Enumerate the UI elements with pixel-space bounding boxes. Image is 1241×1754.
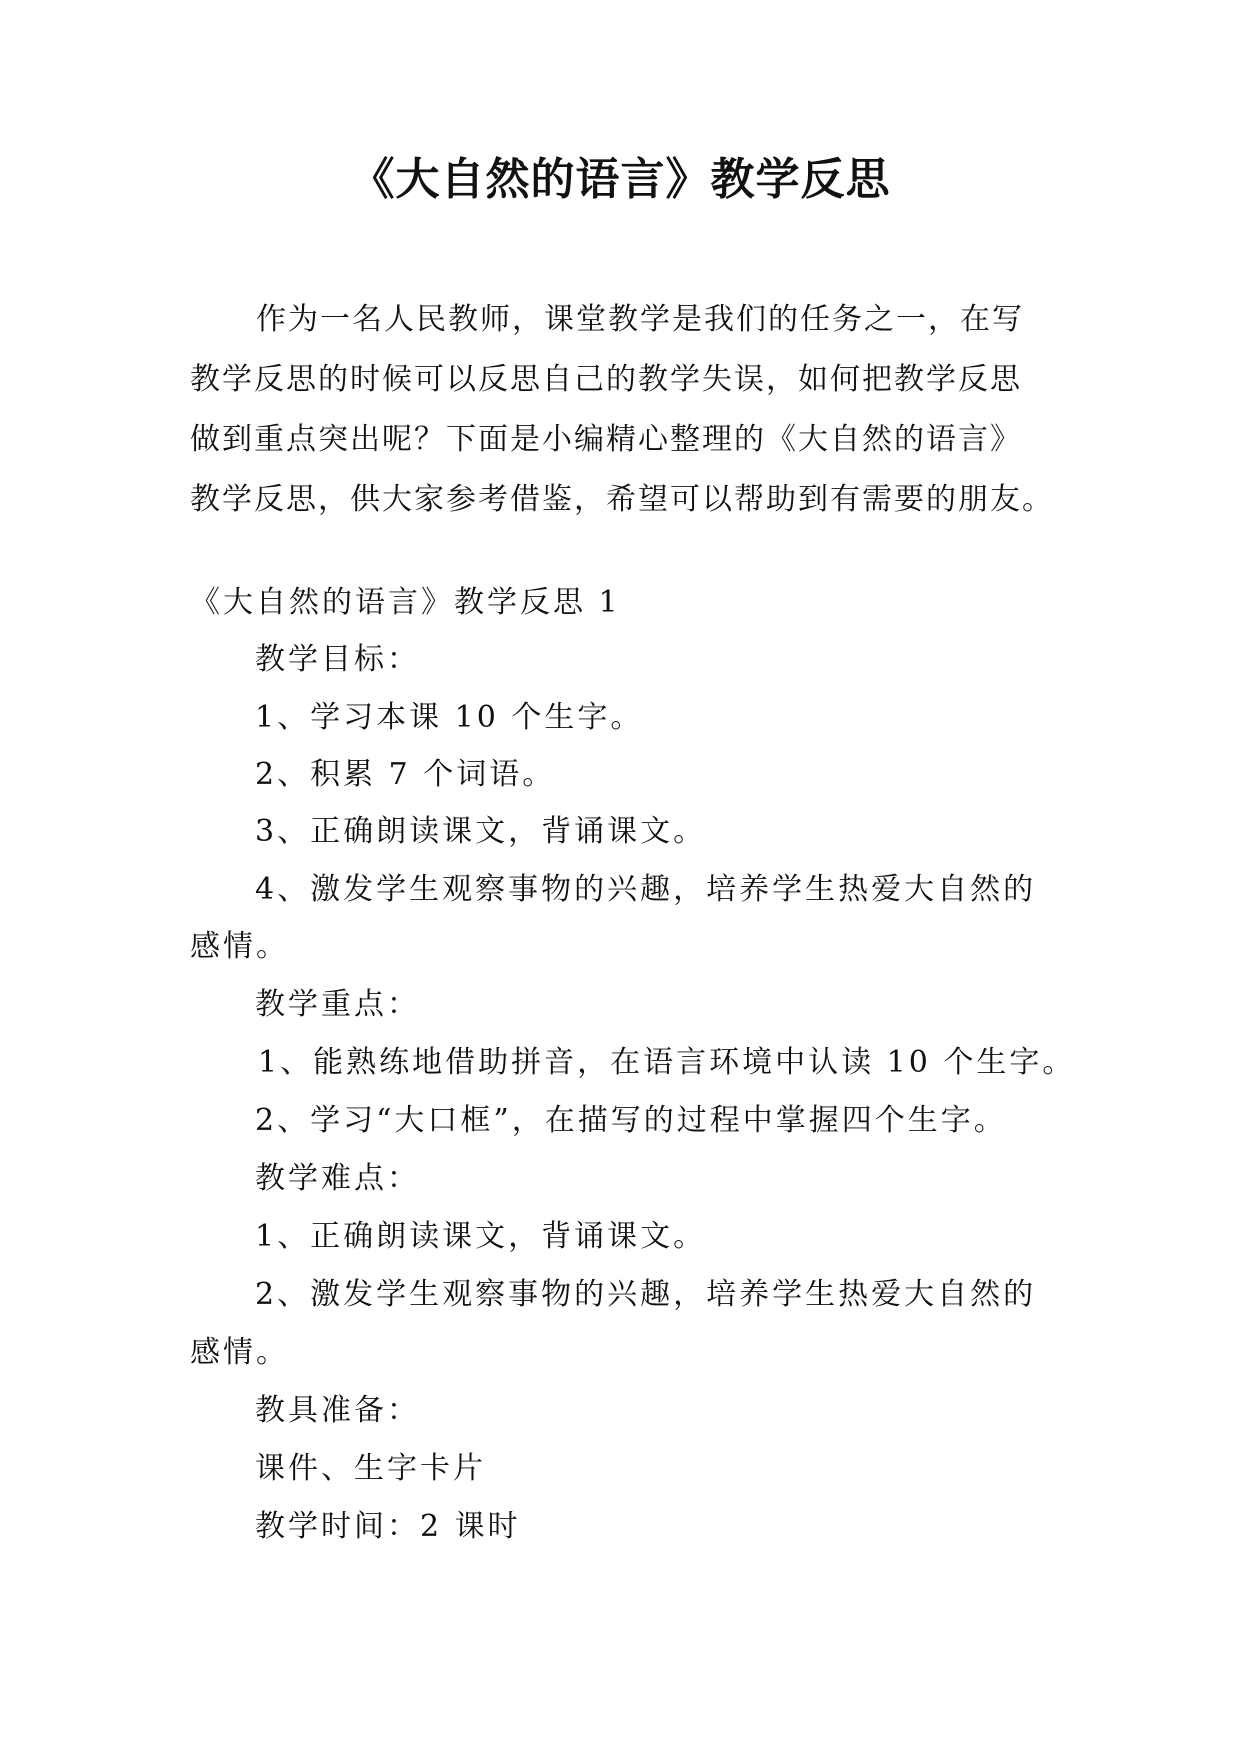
difficulty-item-1: 1、正确朗读课文，背诵课文。 [255, 1219, 707, 1254]
goal-item-4: 4、激发学生观察事物的兴趣，培养学生热爱大自然的 [255, 872, 1037, 907]
key-point-item-1: 1、能熟练地借助拼音，在语言环境中认读 10 个生字。 [258, 1045, 1076, 1080]
materials-value: 课件、生字卡片 [255, 1451, 486, 1486]
goal-item-1: 1、学习本课 10 个生字。 [255, 700, 644, 735]
goal-item-2: 2、积累 7 个词语。 [255, 757, 556, 792]
difficulty-item-2-continuation: 感情。 [190, 1335, 289, 1370]
key-points-label: 教学重点： [255, 987, 420, 1022]
goals-label: 教学目标： [255, 642, 420, 677]
difficulty-item-2: 2、激发学生观察事物的兴趣，培养学生热爱大自然的 [255, 1277, 1037, 1312]
intro-line-4: 教学反思，供大家参考借鉴，希望可以帮助到有需要的朋友。 [190, 482, 1054, 517]
intro-line-3: 做到重点突出呢？下面是小编精心整理的《大自然的语言》 [190, 422, 1022, 457]
goal-item-4-continuation: 感情。 [190, 929, 289, 964]
intro-paragraph [190, 290, 1052, 530]
document-title: 《大自然的语言》教学反思 [350, 154, 891, 205]
teaching-time: 教学时间：2 课时 [255, 1509, 521, 1544]
difficulties-label: 教学难点： [255, 1161, 420, 1196]
intro-line-1: 作为一名人民教师，课堂教学是我们的任务之一，在写 [256, 302, 1024, 337]
goal-item-3: 3、正确朗读课文，背诵课文。 [255, 814, 707, 849]
materials-label: 教具准备： [255, 1393, 420, 1428]
key-point-item-2: 2、学习“大口框”，在描写的过程中掌握四个生字。 [255, 1103, 1007, 1138]
intro-line-2: 教学反思的时候可以反思自己的教学失误，如何把教学反思 [190, 362, 1022, 397]
section-heading: 《大自然的语言》教学反思 1 [190, 585, 621, 620]
